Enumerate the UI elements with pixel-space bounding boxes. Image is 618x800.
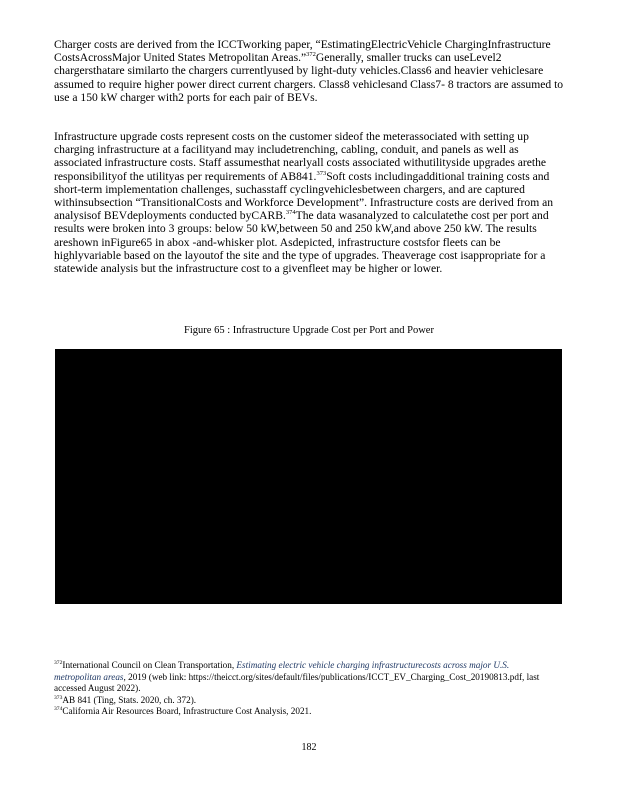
paragraph-text: Generally, smaller trucks can useLevel2 chargersthatare similarto the chargers currentlyused by light-duty vehicles.Class6 and heavier vehiclesare assumed to require higher power direct current chargers. Class8 vehiclesand Class7- 8 tractors are assumed to use a 150 kW charger with2 ports for each pair of BEVs.: [54, 51, 564, 104]
footnote-org: International Council on Clean Transportation,: [62, 660, 235, 670]
paragraph-infrastructure-costs: [54, 130, 564, 275]
footnote-number: 374: [54, 706, 63, 713]
paragraph-text: Charger costs are derived from the ICCTworking paper, “EstimatingElectricVehicle ChargingInfrastructure CostsAcrossMajor United States Metropolitan Areas.”: [54, 38, 551, 65]
paragraph-text: Soft costs includingadditional training costs and short-term implementation challenges, suchasstaff cyclingvehiclesbetween chargers, and are captured withinsubsection “TransitionalCosts and Workforce Development”. Infrastructure costs are derived from an analysisof BEVdeployments conducted byCARB.: [54, 169, 554, 223]
footnote-title: Estimating electric vehicle charging infrastructurecosts across major U.S. metropolitan areas: [54, 660, 510, 682]
paragraph-text: The data wasanalyzed to calculatethe cost per port and results were broken into 3 groups: below 50 kW,between 50 and 250 kW,and above 250 kW. The results areshown inFigure65 in abox -and-whisker plot. Asdepicted, infrastructure costsfor fleets can be highlyvariable based on the layoutof the site and the type of upgrades. Theaverage cost isappropriate for a statewide analysis but the infrastructure cost to a givenfleet may be higher or lower.: [54, 209, 549, 276]
footnote-number: 372: [54, 659, 63, 666]
footnote-text: California Air Resources Board, Infrastructure Cost Analysis, 2021.: [62, 706, 312, 717]
footnote-ref-374[interactable]: 374: [285, 209, 296, 217]
footnote-373: [54, 695, 556, 707]
paragraph-text: Infrastructure upgrade costs represent costs on the customer sideof the meterassociated with setting up charging infrastructure at a facilityand may includetrenching, cabling, conduit, and panels as well as associated infrastructure costs. Staff assumesthat nearlyall costs associated withutilityside upgrades arethe responsibilityof the utilityas per requirements of AB841.: [54, 130, 547, 183]
footnote-374: [54, 706, 556, 718]
footnote-372: [54, 660, 556, 695]
footnote-ref-372[interactable]: 372: [306, 51, 316, 59]
figure-image-placeholder: [55, 349, 562, 604]
paragraph-charger-costs: [54, 38, 564, 104]
figure-caption: Figure 65 : Infrastructure Upgrade Cost per Port and Power: [184, 325, 434, 336]
footnotes-section: [54, 660, 556, 718]
footnote-text: AB 841 (Ting, Stats. 2020, ch. 372).: [62, 694, 197, 705]
footnote-number: 373: [54, 694, 63, 701]
footnote-rest[interactable]: , 2019 (web link: https://theicct.org/sites/default/files/publications/ICCT_EV_Charging_Cost_20190813.pdf, last accessed August 2022).: [54, 671, 540, 694]
page-number: 182: [301, 742, 317, 753]
footnote-ref-373[interactable]: 373: [316, 169, 327, 177]
